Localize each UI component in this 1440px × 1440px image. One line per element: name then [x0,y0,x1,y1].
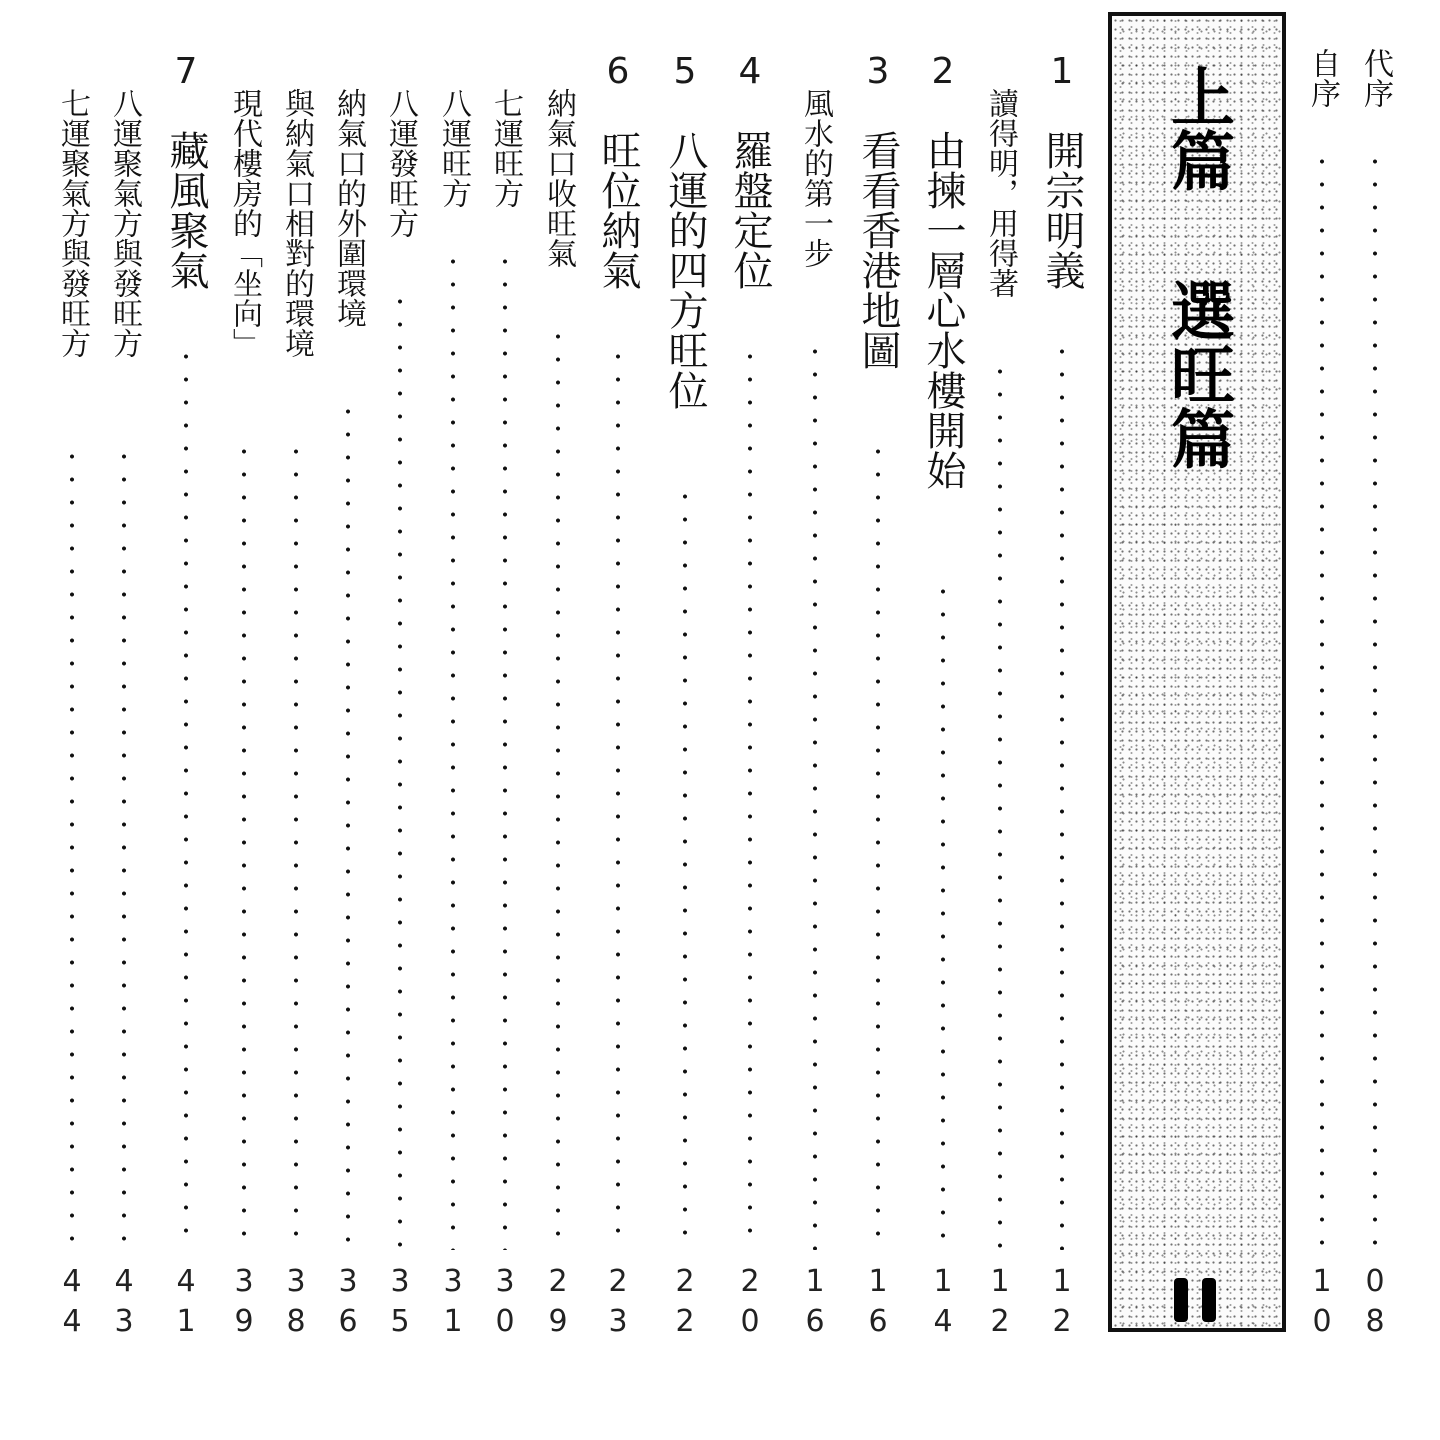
section-title: 七運聚氣方與發旺方 [55,88,90,358]
dot-leader [941,580,945,1250]
toc-chapter-6[interactable] [593,0,643,1440]
part-heading-box [1108,12,1286,1332]
toc-chapter-1[interactable] [1037,0,1087,1440]
dot-leader [242,440,246,1250]
toc-section-6-5[interactable] [323,0,373,1440]
page-number: 4 1 [176,1264,196,1339]
chapter-number: 3 [866,51,890,92]
page-number: 3 8 [286,1264,306,1339]
dot-leader [998,360,1002,1250]
dot-leader [748,345,752,1250]
chapter-title: 旺位納氣 [595,130,641,290]
page-number: 3 9 [234,1264,254,1339]
toc-chapter-2[interactable] [918,0,968,1440]
toc-chapter-7[interactable] [161,0,211,1440]
section-title: 讀得明，用得著 [983,88,1018,298]
toc-section-7-1[interactable] [99,0,149,1440]
dot-leader [451,250,455,1250]
part-page-mark [1174,1278,1230,1322]
section-title: 八運聚氣方與發旺方 [107,88,142,358]
chapter-title: 羅盤定位 [727,130,773,290]
toc-entry-foreword[interactable] [1350,0,1400,1440]
dot-leader [70,445,74,1250]
page-number: 2 9 [548,1264,568,1339]
dot-leader [398,290,402,1250]
page-number: 3 0 [495,1264,515,1339]
dot-leader [503,250,507,1250]
page-number: 0 8 [1365,1264,1385,1339]
chapter-title: 由揀一層心水樓開始 [920,130,966,490]
toc-section-6-2[interactable] [480,0,530,1440]
page-number: 1 6 [868,1264,888,1339]
dot-leader [1373,150,1377,1250]
page-number: 3 5 [390,1264,410,1339]
section-title: 七運旺方 [488,88,523,208]
toc-chapter-3[interactable] [853,0,903,1440]
chapter-number: 4 [738,51,762,92]
chapter-title: 八運的四方旺位 [662,130,708,410]
dot-leader [683,485,687,1250]
toc-section-3-1[interactable] [790,0,840,1440]
page-number: 4 4 [62,1264,82,1339]
dot-leader [876,440,880,1250]
section-title: 八運發旺方 [383,88,418,238]
entry-title: 代序 [1358,48,1393,108]
page-number: 2 3 [608,1264,628,1339]
part-title: 選旺篇 [1160,278,1235,470]
page-number: 3 1 [443,1264,463,1339]
toc-section-6-6[interactable] [271,0,321,1440]
chapter-number: 7 [174,51,198,92]
entry-title: 自序 [1305,48,1340,108]
toc-section-6-4[interactable] [375,0,425,1440]
page-number: 4 3 [114,1264,134,1339]
page-number: 1 4 [933,1264,953,1339]
section-title: 納氣口收旺氣 [541,88,576,268]
section-title: 八運旺方 [436,88,471,208]
page-number: 2 2 [675,1264,695,1339]
section-title: 風水的第一步 [798,88,833,268]
part-label: 上篇 [1160,64,1235,192]
toc-chapter-5[interactable] [660,0,710,1440]
section-title: 與納氣口相對的環境 [279,88,314,358]
page-number: 1 0 [1312,1264,1332,1339]
page-number: 1 2 [990,1264,1010,1339]
dot-leader [556,325,560,1250]
page-number: 3 6 [338,1264,358,1339]
toc-section-6-7[interactable] [219,0,269,1440]
toc-section-7-2[interactable] [47,0,97,1440]
chapter-number: 6 [606,51,630,92]
dot-leader [346,400,350,1250]
page-number: 1 2 [1052,1264,1072,1339]
dot-leader [122,445,126,1250]
dot-leader [1320,150,1324,1250]
toc-section-1-1[interactable] [975,0,1025,1440]
section-title: 納氣口的外圍環境 [331,88,366,328]
page-number: 1 6 [805,1264,825,1339]
chapter-number: 1 [1050,51,1074,92]
toc-chapter-4[interactable] [725,0,775,1440]
dot-leader [294,440,298,1250]
page-number: 2 0 [740,1264,760,1339]
toc-entry-author-preface[interactable] [1297,0,1347,1440]
section-title: 現代樓房的「坐向」 [227,88,262,358]
chapter-title: 開宗明義 [1039,130,1085,290]
chapter-number: 5 [673,51,697,92]
toc-section-6-1[interactable] [533,0,583,1440]
dot-leader [184,345,188,1250]
chapter-number: 2 [931,51,955,92]
chapter-title: 看看香港地圖 [855,130,901,370]
dot-leader [813,340,817,1250]
dot-leader [616,345,620,1250]
dot-leader [1060,340,1064,1250]
chapter-title: 藏風聚氣 [163,130,209,290]
toc-section-6-3[interactable] [428,0,478,1440]
